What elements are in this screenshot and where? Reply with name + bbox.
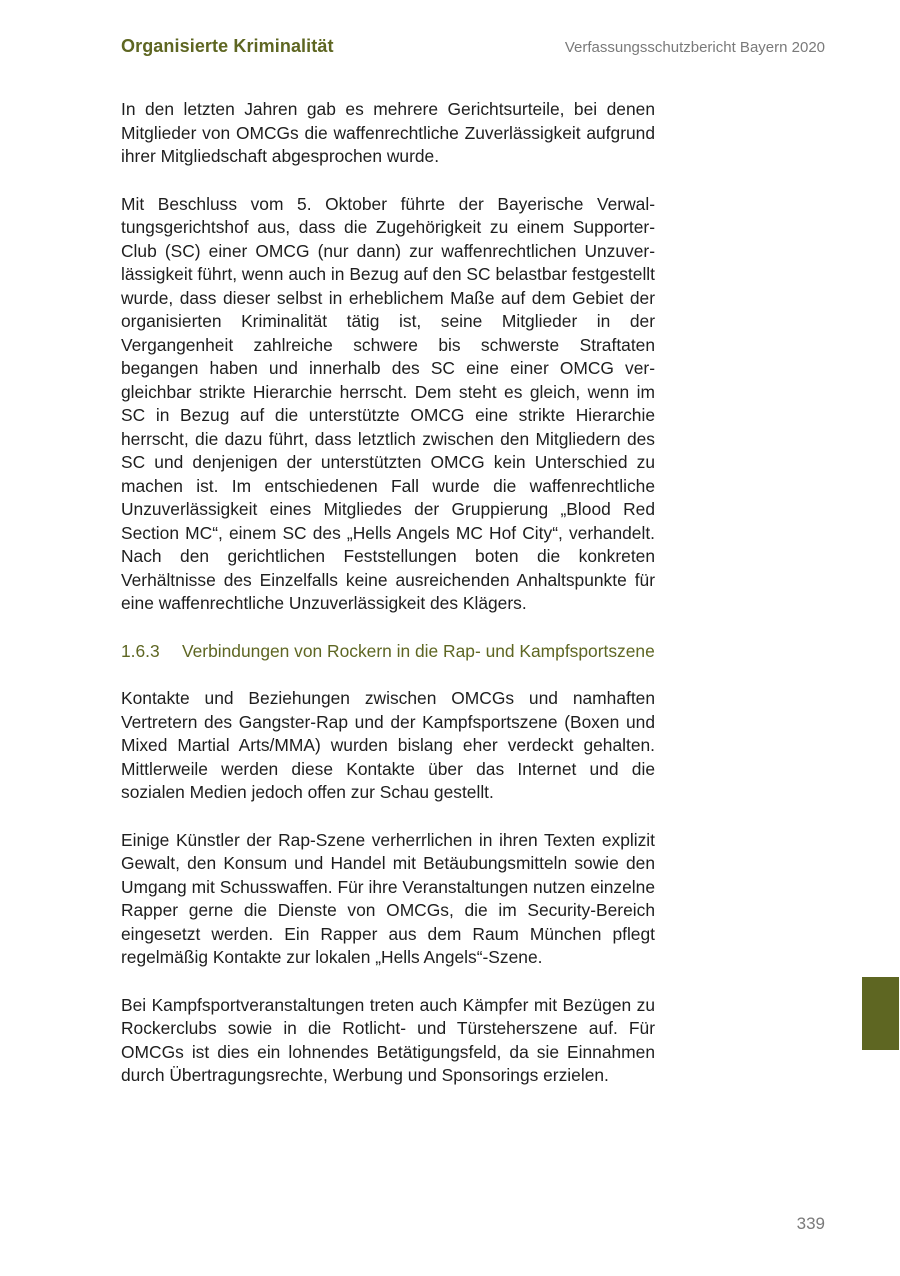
section-heading-number: 1.6.3 xyxy=(121,640,160,661)
chapter-marker-tab xyxy=(862,977,899,1050)
running-header-section-title: Organisierte Kriminalität xyxy=(121,36,334,56)
paragraph: Bei Kampfsportveranstaltungen treten auch Kämpfer mit Bezügen zu Rockerclubs sowie in die Rotlicht- und Türsteherszene auf. Für OMCGs ist dies ein lohnendes Betätigungsfeld, da sie Einnahmen durch Übertragungsrechte, Werbung und Sponsorings erzielen. xyxy=(121,994,655,1085)
running-header-report-title: Verfassungsschutzbericht Bayern 2020 xyxy=(564,39,825,56)
paragraph: Kontakte und Beziehungen zwischen OMCGs und namhaften Vertretern des Gangster-Rap und der Kampfsportszene (Boxen und Mixed Martial Arts/MMA) wurden bislang eher verdeckt gehalten. Mittlerweile werden diese Kontakte über das Internet und die sozialen Medien jedoch offen zur Schau gestellt. xyxy=(121,688,655,802)
main-text xyxy=(121,98,655,1112)
page-number: 339 xyxy=(796,1214,825,1233)
section-heading-title: Verbindungen von Rockern in die Rap- und Kampfsportszene xyxy=(182,640,655,661)
paragraph: Mit Beschluss vom 5. Oktober führte der Bayerische Verwaltungsgerichtshof aus, dass die Zugehörigkeit zu einem Supporter-Club (SC) einer OMCG (nur dann) zur waffenrechtlichen Unzuverlässigkeit führt, wenn auch in Bezug auf den SC belastbar festgestellt wurde, dass dieser selbst in erheblichem Maße auf dem Gebiet der organisierten Kriminalität tätig ist, seine Mitglieder in der Vergangenheit zahlreiche schwere bis schwerste Straftaten begangen haben und innerhalb des SC eine einer OMCG vergleichbar strikte Hierarchie herrscht. Dem steht es gleich, wenn im SC in Bezug auf die unterstützte OMCG eine strikte Hierarchie herrscht, die dazu führt, dass letztlich zwischen den Mitgliedern des SC und denjenigen der unterstützten OMCG kein Unterschied zu machen ist. Im entschiedenen Fall wurde die waffenrechtliche Unzuverlässigkeit eines Mitgliedes der Gruppierung „Blood Red Section MC“, einem SC des „Hells Angels MC Hof City“, verhandelt. Nach den gerichtlichen Feststellungen boten die konkreten Verhältnisse des Einzelfalls keine ausreichenden Anhaltspunkte für eine waffenrechtliche Unzuverlässigkeit des Klägers. xyxy=(121,193,655,613)
paragraph: Einige Künstler der Rap-Szene verherrlichen in ihren Texten explizit Gewalt, den Konsum und Handel mit Betäubungsmitteln sowie den Umgang mit Schusswaffen. Für ihre Veranstaltungen nutzen einzelne Rapper gerne die Dienste von OMCGs, die im Security-Bereich eingesetzt werden. Ein Rapper aus dem Raum München pflegt regelmäßig Kontakte zur lokalen „Hells Angels“-Szene. xyxy=(121,829,655,967)
section-heading xyxy=(121,640,655,664)
paragraph: In den letzten Jahren gab es mehrere Gerichtsurteile, bei denen Mitglieder von OMCGs die waffenrechtliche Zuverlässigkeit aufgrund ihrer Mitgliedschaft abgesprochen wurde. xyxy=(121,99,655,166)
